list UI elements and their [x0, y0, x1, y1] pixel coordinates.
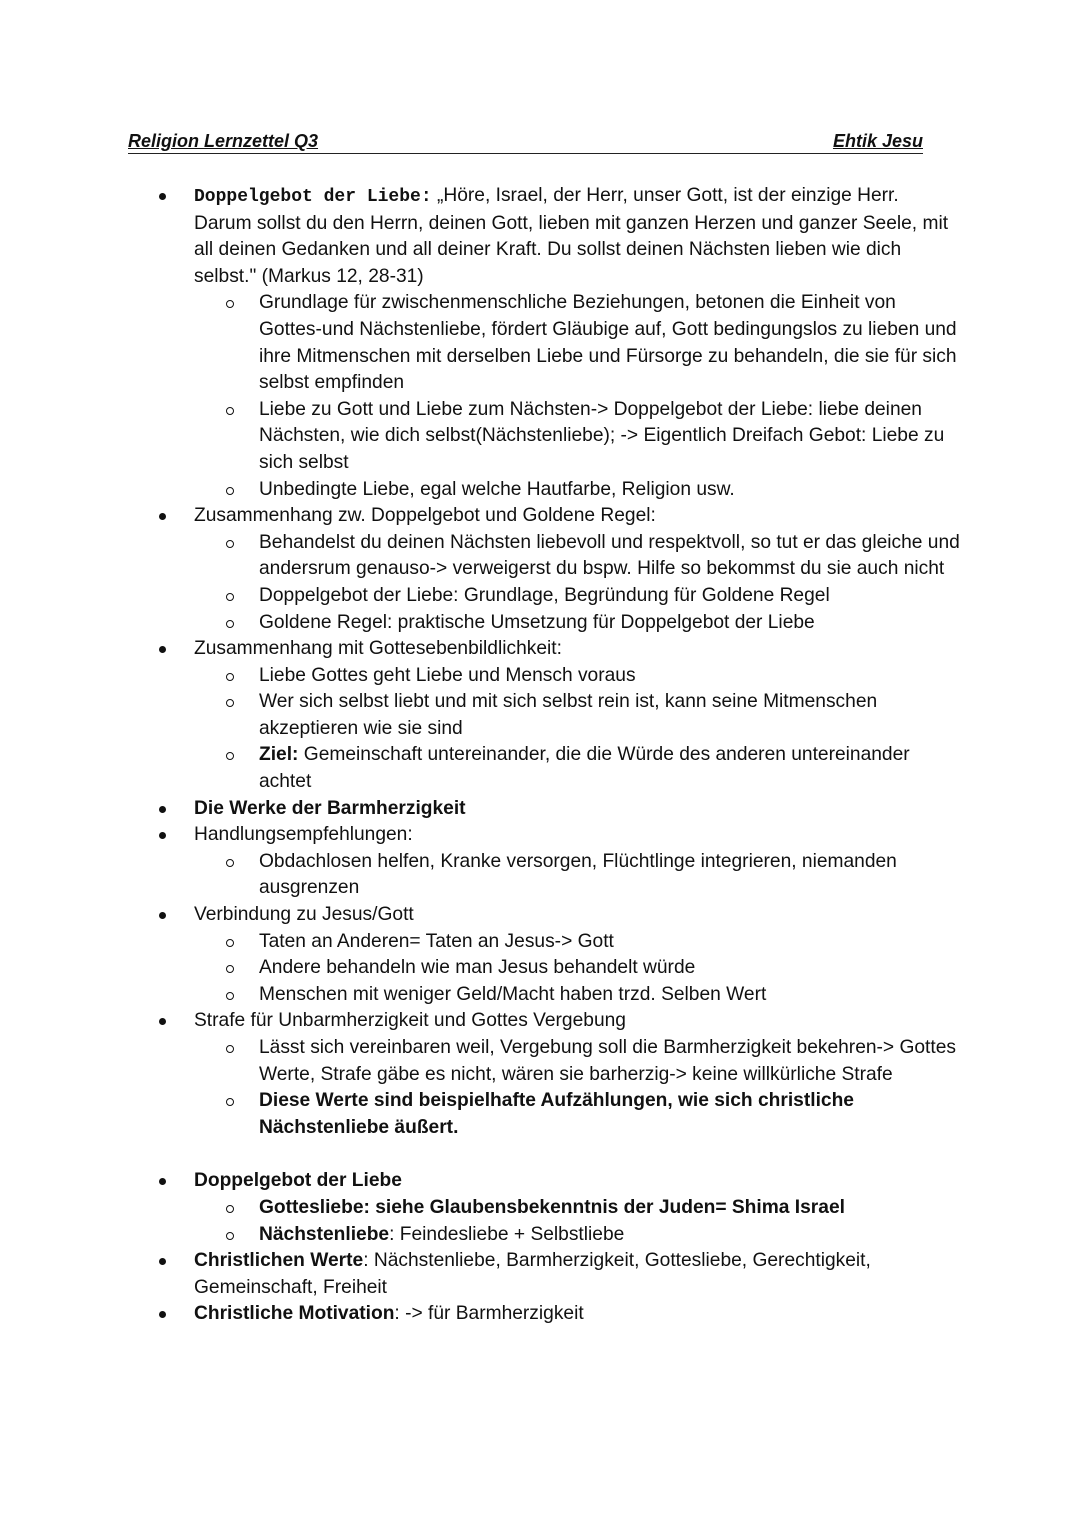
- bullet-doppelgebot: [120, 183, 960, 290]
- sub-bullet: Behandelst du deinen Nächsten liebevoll und respektvoll, so tut er das gleiche und andersrum genauso-> verweigerst du bspw. Hilfe so bekommst du sie auch nicht: [120, 530, 960, 583]
- sub-bullet-summary: Diese Werte sind beispielhafte Aufzählungen, wie sich christliche Nächstenliebe äußert.: [120, 1088, 960, 1141]
- notes-content: [120, 183, 960, 1328]
- sub-bullet: Grundlage für zwischenmenschliche Beziehungen, betonen die Einheit von Gottes-und Nächstenliebe, fördert Gläubige auf, Gott bedingungslos zu lieben und ihre Mitmenschen mit derselben Liebe und Fürsorge zu behandeln, die sie für sich selbst empfinden: [120, 290, 960, 396]
- bullet-handlungsempfehlungen: Handlungsempfehlungen:: [120, 822, 960, 849]
- werte-label: Christlichen Werte: [194, 1250, 364, 1272]
- header-topic: Ehtik Jesu: [832, 131, 923, 151]
- quote-markus: „Höre, Israel, der Herr, unser Gott, ist der einzige Herr. Darum sollst du den Herrn, deinen Gott, lieben mit ganzen Herzen und ganzer Seele, mit all deinen Gedanken und all deiner Kraft. Du sollst deinen Nächsten lieben wie dich selbst." (Markus 12, 28-31): [194, 185, 949, 287]
- sub-bullet: Menschen mit weniger Geld/Macht haben trzd. Selben Wert: [120, 982, 960, 1009]
- bullet-werke-barmherzigkeit: Die Werke der Barmherzigkeit: [120, 796, 960, 823]
- sub-bullet: Lässt sich vereinbaren weil, Vergebung soll die Barmherzigkeit bekehren-> Gottes Werte, Strafe gäbe es nicht, wären sie barherzig-> keine willkürliche Strafe: [120, 1035, 960, 1088]
- header-title: Religion Lernzettel Q3: [128, 131, 319, 151]
- sub-bullet-gottesliebe: Gottesliebe: siehe Glaubensbekenntnis der Juden= Shima Israel: [120, 1195, 960, 1222]
- bullet-christliche-motivation: [120, 1301, 960, 1328]
- page-header: [128, 131, 923, 154]
- bullet-gottesebenbildlichkeit: Zusammenhang mit Gottesebenbildlichkeit:: [120, 636, 960, 663]
- sub-bullet: Liebe Gottes geht Liebe und Mensch voraus: [120, 663, 960, 690]
- sub-bullet: Andere behandeln wie man Jesus behandelt würde: [120, 955, 960, 982]
- sub-bullet: Wer sich selbst liebt und mit sich selbst rein ist, kann seine Mitmenschen akzeptieren wie sie sind: [120, 689, 960, 742]
- sub-bullet-ziel: [120, 742, 960, 795]
- sub-bullet: Obdachlosen helfen, Kranke versorgen, Flüchtlinge integrieren, niemanden ausgrenzen: [120, 849, 960, 902]
- spacer: [120, 1141, 960, 1168]
- sub-bullet-naechstenliebe: [120, 1222, 960, 1249]
- motivation-text: : -> für Barmherzigkeit: [394, 1303, 584, 1325]
- naechstenliebe-label: Nächstenliebe: [259, 1223, 390, 1245]
- bullet-christliche-werte: [120, 1248, 960, 1301]
- naechstenliebe-text: : Feindesliebe + Selbstliebe: [389, 1223, 625, 1245]
- bullet-verbindung-jesus: Verbindung zu Jesus/Gott: [120, 902, 960, 929]
- ziel-label: Ziel:: [259, 744, 299, 766]
- bullet-strafe: Strafe für Unbarmherzigkeit und Gottes Vergebung: [120, 1008, 960, 1035]
- sub-bullet: Liebe zu Gott und Liebe zum Nächsten-> Doppelgebot der Liebe: liebe deinen Nächsten, wie dich selbst(Nächstenliebe); -> Eigentlich Dreifach Gebot: Liebe zu sich selbst: [120, 397, 960, 477]
- werte-text: : Nächstenliebe, Barmherzigkeit, Gottesliebe, Gerechtigkeit, Gemeinschaft, Freiheit: [194, 1250, 871, 1298]
- sub-bullet: Taten an Anderen= Taten an Jesus-> Gott: [120, 929, 960, 956]
- bullet-goldene-regel: Zusammenhang zw. Doppelgebot und Goldene Regel:: [120, 503, 960, 530]
- bullet-doppelgebot-2: Doppelgebot der Liebe: [120, 1168, 960, 1195]
- ziel-text: Gemeinschaft untereinander, die die Würde des anderen untereinander achtet: [259, 744, 910, 793]
- term-doppelgebot: Doppelgebot der Liebe:: [194, 187, 432, 207]
- motivation-label: Christliche Motivation: [194, 1303, 395, 1325]
- sub-bullet: Goldene Regel: praktische Umsetzung für Doppelgebot der Liebe: [120, 610, 960, 637]
- sub-bullet: Doppelgebot der Liebe: Grundlage, Begründung für Goldene Regel: [120, 583, 960, 610]
- sub-bullet: Unbedingte Liebe, egal welche Hautfarbe, Religion usw.: [120, 477, 960, 504]
